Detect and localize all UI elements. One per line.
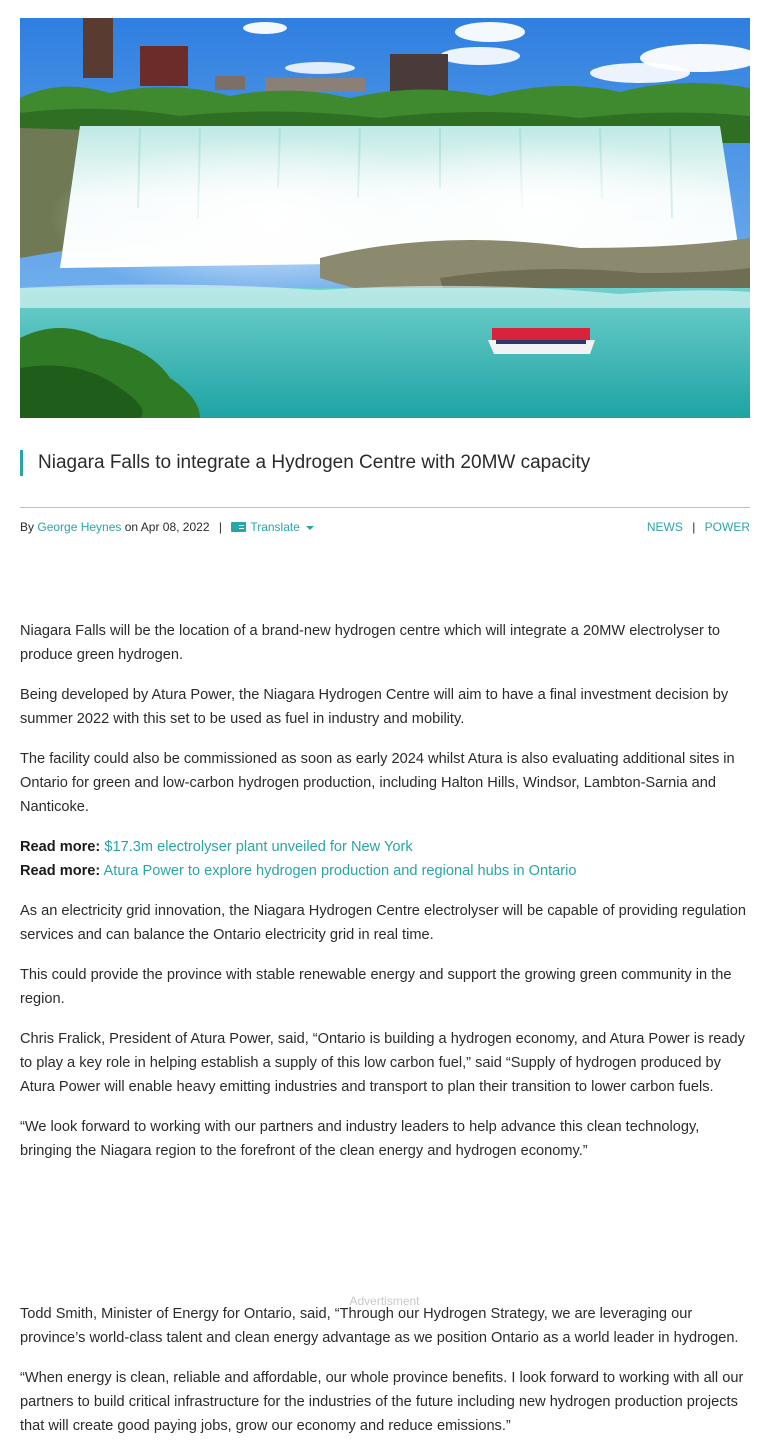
- chevron-down-icon: [306, 526, 314, 530]
- article-paragraph: The facility could also be commissioned as soon as early 2024 whilst Atura is also evaluating additional sites in Ontario for green and low-carbon hydrogen production, including Halton Hills, Windsor, Lambton-Sarnia and Nanticoke.: [20, 751, 735, 815]
- article-meta: [20, 518, 750, 536]
- headline-container: [20, 450, 750, 476]
- byline-separator: |: [218, 520, 222, 534]
- read-more-link[interactable]: Atura Power to explore hydrogen production and regional hubs in Ontario: [103, 863, 577, 879]
- category-power[interactable]: POWER: [704, 520, 750, 534]
- read-more-line: [20, 859, 750, 883]
- article-paragraph: Being developed by Atura Power, the Niagara Hydrogen Centre will aim to have a final investment decision by summer 2022 with this set to be used as fuel in industry and mobility.: [20, 687, 729, 727]
- article-paragraph: Niagara Falls will be the location of a brand-new hydrogen centre which will integrate a 20MW electrolyser to produce green hydrogen.: [20, 623, 721, 663]
- read-more-line: [20, 835, 750, 859]
- hero-image: [20, 18, 750, 418]
- translate-label: Translate: [250, 520, 300, 534]
- advertisment-label: Advertisment: [349, 1294, 420, 1308]
- article-paragraph: This could provide the province with stable renewable energy and support the growing green community in the region.: [20, 967, 732, 1007]
- category-links: [647, 518, 750, 536]
- page-title: Niagara Falls to integrate a Hydrogen Centre with 20MW capacity: [38, 452, 591, 473]
- read-more-label: Read more:: [20, 839, 101, 855]
- article-paragraph: “When energy is clean, reliable and affordable, our whole province benefits. I look forward to working with all our partners to build critical infrastructure for the industries of the future including new hydrogen production projects that will create good paying jobs, grow our economy and reduce emissions.”: [20, 1370, 744, 1434]
- article-paragraph: As an electricity grid innovation, the Niagara Hydrogen Centre electrolyser will be capable of providing regulation services and can balance the Ontario electricity grid in real time.: [20, 903, 747, 943]
- publish-date: Apr 08, 2022: [140, 520, 210, 534]
- translate-button[interactable]: [231, 520, 314, 534]
- byline-by: By: [20, 520, 35, 534]
- article-paragraph: Chris Fralick, President of Atura Power, said, “Ontario is building a hydrogen economy, and Atura Power is ready to play a key role in helping establish a supply of this low carbon fuel,” said “Supply of hydrogen produced by Atura Power will enable heavy emitting industries and transport to plan their transition to lower carbon fuels.: [20, 1031, 745, 1095]
- read-more-label: Read more:: [20, 863, 101, 879]
- divider: [20, 507, 750, 508]
- byline-on: on: [124, 520, 139, 534]
- read-more-link[interactable]: $17.3m electrolyser plant unveiled for New York: [104, 839, 413, 855]
- category-news[interactable]: NEWS: [646, 520, 683, 534]
- author-link[interactable]: George Heynes: [37, 520, 122, 534]
- byline: [20, 518, 314, 536]
- article-paragraph: “We look forward to working with our partners and industry leaders to help advance this clean technology, bringing the Niagara region to the forefront of the clean energy and hydrogen economy.”: [20, 1119, 700, 1159]
- category-separator: |: [692, 520, 696, 534]
- article-paragraph: Todd Smith, Minister of Energy for Ontario, said, “Through our Hydrogen Strategy, we are leveraging our province’s world-class talent and clean energy advantage as we position Ontario as a world leader in hydrogen.: [20, 1306, 739, 1346]
- translate-icon: [231, 522, 246, 532]
